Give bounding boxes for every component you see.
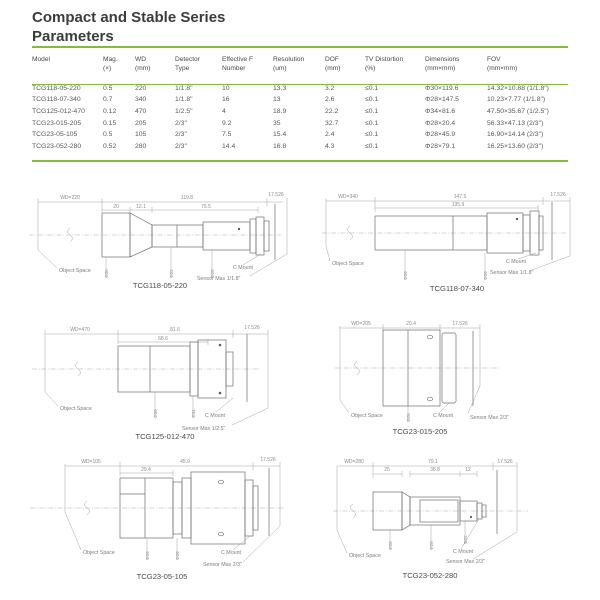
object-space-label: Object Space (59, 268, 91, 274)
sensor-max-label: Sensor Max 1/1.8" (490, 270, 534, 276)
cell-dof: 22.2 (325, 107, 339, 115)
cell-mag: 0.5 (103, 84, 113, 92)
cell-dimensions: Φ28×79.1 (425, 142, 456, 150)
flange-dim-label: 17.526 (260, 457, 276, 463)
diameter-label: Φ34 (191, 409, 196, 418)
cell-dof: 4.3 (325, 142, 335, 150)
sensor-max-label: Sensor Max 2/3" (446, 559, 485, 565)
cell-model: TCG23-052-280 (32, 142, 82, 150)
cell-mag: 0.7 (103, 96, 113, 104)
cell-fov: 14.32×10.88 (1/1.8") (487, 84, 549, 92)
lens-drawing-svg (320, 188, 578, 286)
cell-detector: 2/3" (175, 142, 187, 150)
dimension-lines (326, 197, 570, 256)
cell-dof: 2.6 (325, 96, 335, 104)
diameter-label: Φ28 (145, 551, 150, 560)
cell-model: TCG23-015-205 (32, 119, 82, 127)
diameter-label: Φ30 (104, 269, 109, 278)
lens-body (375, 202, 552, 260)
diameter-label: Φ28 (388, 541, 393, 550)
total-dim-label: 79.1 (428, 459, 438, 465)
cell-fov: 16.25×13.60 (2/3") (487, 142, 544, 150)
dimension-lines (340, 324, 480, 400)
cell-tv-distortion: ≤0.1 (365, 131, 379, 139)
cell-effective-f: 9.2 (222, 119, 232, 127)
diameter-label: Φ28 (429, 541, 434, 550)
cell-fov: 10.23×7.77 (1/1.8") (487, 96, 546, 104)
cell-resolution: 35 (273, 119, 281, 127)
flange-dim-label: 17.526 (452, 321, 468, 327)
cell-effective-f: 10 (222, 84, 230, 92)
cell-model: TCG118-07-340 (32, 96, 81, 104)
total-dim-label: 81.6 (170, 327, 180, 333)
diameter-label: Φ28 (403, 271, 408, 280)
c-mount-label: C Mount (433, 413, 454, 419)
sub-dim-label: 12 (465, 467, 471, 473)
diagram-caption: TCG23-05-105 (136, 572, 188, 581)
sub-dim-label: 12.1 (136, 204, 146, 210)
sensor-max-label: Sensor Max 1/1.8" (197, 276, 241, 282)
column-header-fov: FOV (mm×mm) (487, 56, 518, 72)
diameter-label: Φ30 (153, 409, 158, 418)
wd-dim-label: WD=205 (351, 321, 371, 327)
table-row (32, 117, 568, 129)
cell-wd: 220 (135, 84, 147, 92)
wd-dim-label: WD=105 (81, 459, 101, 465)
dimension-lines (38, 198, 287, 254)
cell-effective-f: 4 (222, 107, 226, 115)
diameter-label: Φ28 (483, 271, 488, 280)
object-space-label: Object Space (351, 413, 383, 419)
cell-tv-distortion: ≤0.1 (365, 142, 379, 150)
total-dim-label: 147.5 (453, 194, 467, 200)
lens-drawing-svg (30, 318, 275, 436)
lens-body (102, 204, 275, 260)
table-row (32, 141, 568, 153)
cell-effective-f: 16 (222, 96, 230, 104)
flange-dim-label: 17.526 (550, 192, 566, 198)
cell-resolution: 18.9 (273, 107, 287, 115)
lens-drawing-tcg23-05-105 (25, 456, 295, 568)
lens-drawing-tcg23-052-280 (333, 456, 578, 568)
sub-dim-label: 38.8 (430, 467, 440, 473)
page-title (32, 8, 225, 46)
parameters-table (32, 53, 568, 152)
lens-drawing-svg (335, 316, 555, 434)
cell-detector: 1/1.8" (175, 96, 193, 104)
diagram-caption: TCG23-015-205 (392, 427, 448, 436)
column-header-detector: Detector Type (175, 56, 200, 72)
cell-fov: 56.33×47.13 (2/3") (487, 119, 544, 127)
diagram-caption: TCG118-07-340 (429, 284, 485, 293)
c-mount-label: C Mount (221, 550, 242, 556)
cell-detector: 1/1.8" (175, 84, 193, 92)
lens-drawing-tcg125-012-470 (30, 318, 275, 436)
table-header-row (32, 53, 568, 78)
column-header-wd: WD (mm) (135, 56, 151, 72)
cell-tv-distortion: ≤0.1 (365, 107, 379, 115)
sub-dim-label: 20 (113, 204, 119, 210)
cell-dimensions: Φ28×20.4 (425, 119, 456, 127)
c-mount-label: C Mount (205, 413, 226, 419)
diagram-caption: TCG118-05-220 (132, 281, 188, 290)
lens-drawing-svg (25, 188, 295, 286)
cell-mag: 0.52 (103, 142, 117, 150)
object-space-label: Object Space (332, 261, 364, 267)
lens-drawing-tcg23-015-205 (335, 316, 555, 434)
cell-wd: 340 (135, 96, 147, 104)
diameter-label: Φ28 (406, 413, 411, 422)
cell-fov: 47.50×35.67 (1/2.5") (487, 107, 549, 115)
table-row (32, 129, 568, 141)
c-mount-label: C Mount (506, 259, 527, 265)
cell-tv-distortion: ≤0.1 (365, 84, 379, 92)
cell-effective-f: 14.4 (222, 142, 236, 150)
flange-dim-label: 17.526 (497, 459, 513, 465)
column-header-model: Model (32, 56, 50, 63)
cell-tv-distortion: ≤0.1 (365, 96, 379, 104)
table-bottom-divider (32, 160, 568, 162)
page-title-line2: Parameters (32, 28, 114, 45)
object-space-label: Object Space (60, 406, 92, 412)
lens-drawing-tcg118-05-220 (25, 188, 295, 286)
diameter-label: Φ22 (463, 535, 468, 544)
cell-resolution: 15.4 (273, 131, 287, 139)
c-mount-label: C Mount (453, 549, 474, 555)
cell-resolution: 13 (273, 96, 281, 104)
sensor-max-label: Sensor Max 2/3" (203, 562, 242, 568)
table-row (32, 106, 568, 118)
cell-mag: 0.12 (103, 107, 117, 115)
cell-detector: 2/3" (175, 131, 187, 139)
cell-detector: 1/2.5" (175, 107, 193, 115)
title-divider (32, 46, 568, 48)
table-row (32, 94, 568, 106)
total-dim-label: 45.9 (180, 459, 190, 465)
sensor-max-label: Sensor Max 2/3" (470, 415, 509, 421)
lens-drawing-tcg118-07-340 (320, 188, 578, 286)
diagram-caption: TCG125-012-470 (135, 432, 195, 441)
flange-dim-label: 17.526 (244, 325, 260, 331)
column-header-effective-f: Effective F Number (222, 56, 254, 72)
total-dim-label: 119.8 (180, 195, 194, 201)
cell-mag: 0.5 (103, 131, 113, 139)
cell-effective-f: 7.5 (222, 131, 232, 139)
total-dim-label: 20.4 (406, 321, 416, 327)
wd-dim-label: WD=470 (70, 327, 90, 333)
cell-resolution: 13.3 (273, 84, 287, 92)
column-header-mag: Mag. (×) (103, 56, 118, 72)
cell-model: TCG23-05-105 (32, 131, 78, 139)
sub-dim-label: 135.9 (451, 202, 465, 208)
cell-wd: 105 (135, 131, 147, 139)
lens-body (120, 468, 269, 544)
diameter-label: Φ28 (210, 269, 215, 278)
lens-body (118, 334, 247, 402)
cell-dimensions: Φ30×119.6 (425, 84, 459, 92)
column-header-dof: DOF (mm) (325, 56, 341, 72)
cell-wd: 470 (135, 107, 147, 115)
cell-model: TCG125-012-470 (32, 107, 85, 115)
cell-tv-distortion: ≤0.1 (365, 119, 379, 127)
dimension-lines (65, 462, 280, 526)
column-header-resolution: Resolution (um) (273, 56, 305, 72)
flange-dim-label: 17.526 (268, 192, 284, 198)
sub-dim-label: 25 (384, 467, 390, 473)
wd-dim-label: WD=340 (338, 194, 358, 200)
object-space-label: Object Space (349, 553, 381, 559)
column-header-dimensions: Dimensions (mm×mm) (425, 56, 460, 72)
cell-resolution: 16.8 (273, 142, 287, 150)
lens-body (373, 470, 497, 534)
cell-detector: 2/3" (175, 119, 187, 127)
lens-drawing-svg (333, 456, 578, 568)
cell-dof: 2.4 (325, 131, 335, 139)
sub-dim-label: 75.5 (201, 204, 211, 210)
cell-model: TCG118-05-220 (32, 84, 81, 92)
cell-wd: 280 (135, 142, 147, 150)
table-body (32, 82, 568, 152)
cell-dof: 32.7 (325, 119, 339, 127)
sub-dim-label: 29.4 (141, 467, 151, 473)
cell-dimensions: Φ28×147.5 (425, 96, 459, 104)
cell-wd: 205 (135, 119, 147, 127)
lens-drawing-svg (25, 456, 295, 568)
cell-dimensions: Φ28×45.9 (425, 131, 456, 139)
diagram-caption: TCG23-052-280 (402, 571, 458, 580)
c-mount-label: C Mount (233, 265, 254, 271)
diameter-label: Φ22 (169, 269, 174, 278)
cell-fov: 16.90×14.14 (2/3") (487, 131, 544, 139)
wd-dim-label: WD=220 (60, 195, 80, 201)
cell-dimensions: Φ34×81.6 (425, 107, 456, 115)
cell-mag: 0.15 (103, 119, 117, 127)
cell-dof: 3.2 (325, 84, 335, 92)
table-header-divider (32, 84, 568, 85)
object-space-label: Object Space (83, 550, 115, 556)
page-title-line1: Compact and Stable Series (32, 9, 226, 26)
sub-dim-label: 68.6 (158, 336, 168, 342)
column-header-tv-distortion: TV Distortion (%) (365, 56, 404, 72)
diameter-label: Φ28 (175, 551, 180, 560)
wd-dim-label: WD=280 (344, 459, 364, 465)
sensor-max-label: Sensor Max 1/2.5" (182, 426, 226, 432)
